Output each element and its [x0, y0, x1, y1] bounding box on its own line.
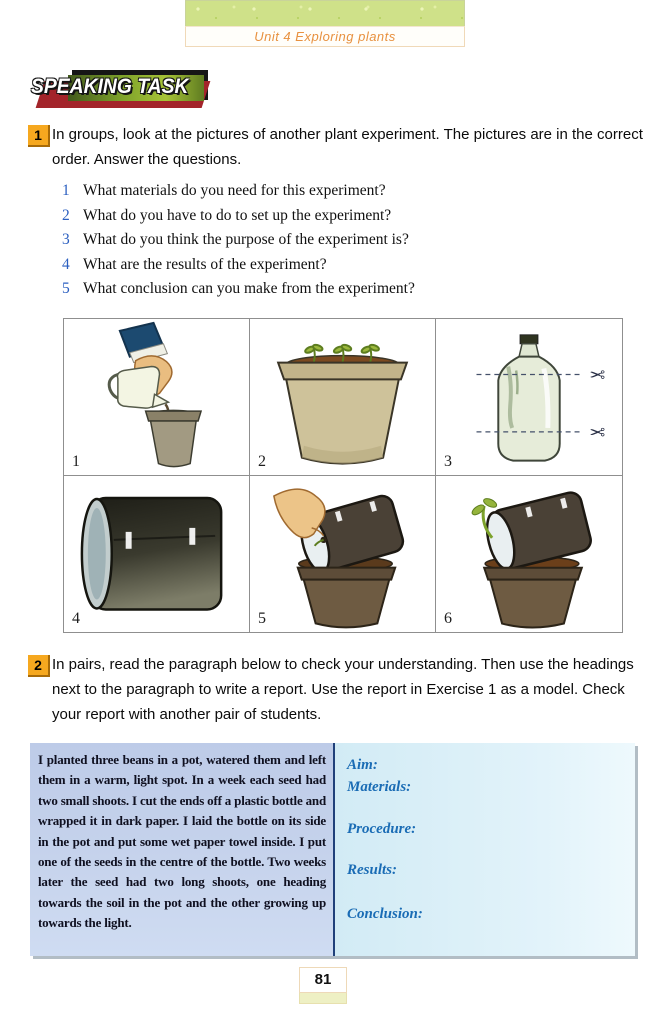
page-number-box [299, 967, 347, 1004]
instruction-line: In pairs, read the paragraph below to check your understanding. Then use the headings [52, 656, 634, 673]
panel-number: 3 [444, 452, 452, 470]
experiment-paragraph: I planted three beans in a pot, watered them and left them in a warm, light spot. In a week each seed had two small shoots. I cut the ends off a plastic bottle and wrapped it in dark paper. I laid the bottle on its side in the pot and put some wet paper towel inside. I put one of the seeds in the centre of the bottle. Two weeks later the seed had two long shoots, one heading towards the soil in the pot and the other growing up towards the light. [30, 743, 333, 956]
question-item [62, 257, 622, 273]
instruction-line: your report with another pair of students. [52, 706, 322, 723]
shoot-growing-illustration [436, 476, 622, 633]
question-number: 4 [62, 255, 70, 273]
heading-materials: Materials: [347, 779, 412, 795]
banner-texture-strip [185, 0, 465, 26]
question-number: 5 [62, 280, 70, 297]
instruction-line: order. Answer the questions. [52, 151, 242, 168]
panel-4-wrapped-bottle [64, 476, 250, 633]
question-number: 3 [62, 231, 70, 248]
page-title: SPEAKING TASK [31, 75, 189, 98]
exercise-1-badge: 1 [28, 125, 50, 147]
panel-2-pot-with-shoots [250, 319, 436, 476]
wrapped-bottle-illustration [64, 476, 249, 633]
scissors-icon: ✂ [589, 421, 606, 443]
question-list [62, 183, 622, 306]
question-item [62, 281, 622, 297]
question-text: What materials do you need for this experiment? [83, 182, 386, 199]
exercise-2-instruction [52, 652, 644, 727]
scissors-icon: ✂ [589, 364, 606, 386]
heading-results: Results: [347, 862, 398, 878]
question-item [62, 208, 622, 224]
question-item [62, 232, 622, 248]
heading-procedure: Procedure: [347, 821, 417, 837]
pouring-water-illustration [64, 319, 249, 475]
heading-conclusion: Conclusion: [347, 906, 423, 922]
bottle-cut-lines-illustration [436, 319, 622, 475]
question-item [62, 183, 622, 199]
unit-title: Unit 4 Exploring plants [185, 26, 465, 47]
placing-seed-illustration [250, 476, 435, 633]
question-text: What do you think the purpose of the experiment is? [83, 231, 409, 248]
experiment-picture-grid [63, 318, 623, 633]
panel-number: 2 [258, 452, 266, 470]
question-number: 2 [62, 206, 70, 224]
panel-number: 1 [72, 452, 80, 470]
report-box [30, 743, 635, 956]
heading-aim: Aim: [347, 757, 378, 773]
instruction-line: In groups, look at the pictures of another plant experiment. The pictures are in the correct [52, 126, 643, 143]
panel-5-placing-seed [250, 476, 436, 633]
report-headings [335, 743, 635, 956]
question-number: 1 [62, 182, 70, 199]
question-text: What do you have to do to set up the experiment? [83, 206, 392, 224]
panel-6-shoot-growing [436, 476, 622, 633]
question-text: What conclusion can you make from the experiment? [83, 280, 415, 297]
instruction-line: next to the paragraph to write a report. Use the report in Exercise 1 as a model. Check [52, 681, 625, 698]
panel-number: 6 [444, 610, 452, 627]
panel-1-pouring-water [64, 319, 250, 476]
question-text: What are the results of the experiment? [83, 255, 327, 273]
unit-banner [185, 0, 465, 47]
panel-3-bottle-cut-lines [436, 319, 622, 476]
panel-number: 4 [72, 610, 80, 627]
exercise-2-badge: 2 [28, 655, 50, 677]
task-header [30, 66, 230, 116]
exercise-1-instruction [52, 122, 644, 172]
page-number: 81 [299, 967, 347, 993]
page-number-strip [299, 993, 347, 1004]
pot-with-shoots-illustration [250, 319, 435, 475]
panel-number: 5 [258, 610, 266, 627]
